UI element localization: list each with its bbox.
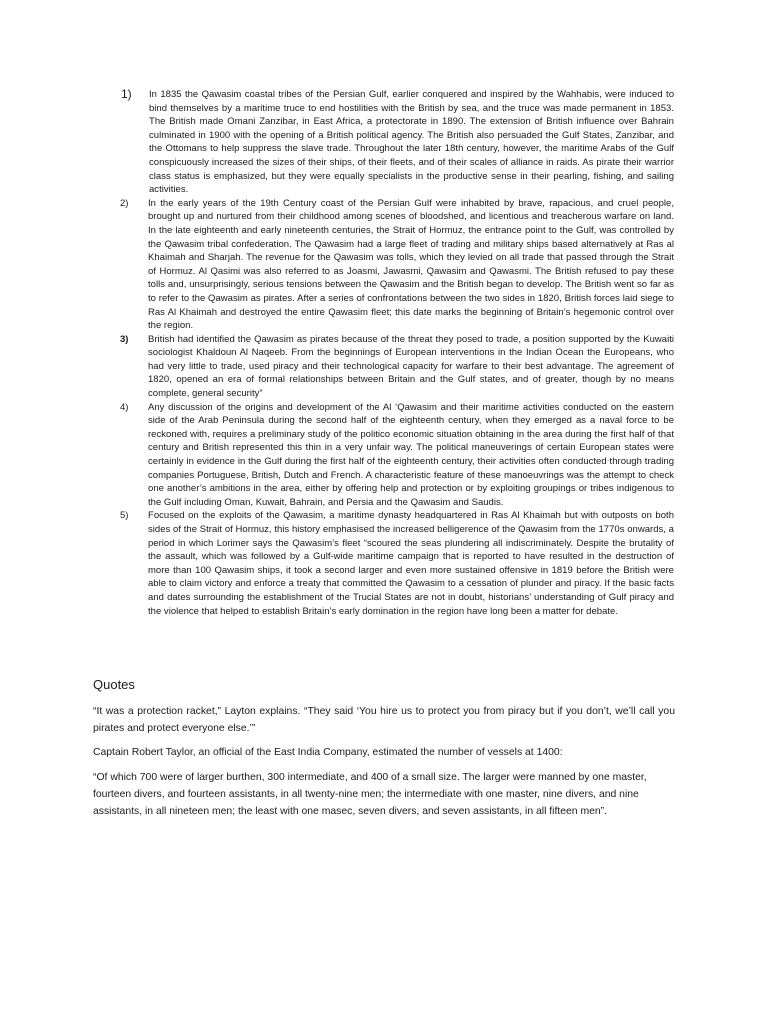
list-item-number: 2) [120,197,129,209]
list-item-1 [118,88,674,197]
list-item-text: In the early years of the 19th Century coast of the Persian Gulf were inhabited by brave, rapacious, and cruel people, brought up and nurtured from their childhood among scenes of bloodshed, and licentious and treacherous warfare on land. In the late eighteenth and early nineteenth centuries, the Strait of Hormuz, the entrance point to the Gulf, was controlled by the Qawasim tribal confederation. The Qawasim had a large fleet of trading and military ships based alternatively at Ras al Khaimah and Sharjah. The revenue for the Qawasim was tolls, which they levied on all trade that passed through the Strait of Hormuz. Al Qasimi was also referred to as Joasmi, Jawasmi, Qawasim and Qawasmi. The British refused to pay these tolls and, unsurprisingly, serious tensions between the Qawasim and the British began to develop. The British went so far as to refer to the Qawasim as pirates. After a series of confrontations between the two sides in 1820, British forces laid siege to Ras Al Khaimah and destroyed the entire Qawasim fleet; this date marks the beginning of Britain’s hegemonic control over the region. [148,197,674,332]
list-item-text: Focused on the exploits of the Qawasim, a maritime dynasty headquartered in Ras Al Khaimah but with outposts on both sides of the Strait of Hormuz, this history emphasised the increased belligerence of the Qawasim from the 1770s onwards, a period in which Lorimer says the Qawasim’s fleet “scoured the seas plundering all indiscriminately. Despite the brutality of the assault, which was followed by a Gulf-wide maritime campaign that is reported to have resulted in the destruction of more than 100 Qawasim ships, it took a second larger and even more sustained offensive in 1819 before the British were able to claim victory and enforce a treaty that committed the Qawasim to a cessation of plunder and piracy. If the basic facts and dates surrounding the establishment of the Trucial States are not in doubt, historians’ understanding of Gulf piracy and the violence that helped to establish Britain’s early domination in the region have long been a matter for debate. [148,510,674,617]
list-item-number: 5) [120,510,129,522]
list-item-number: 1) [121,87,132,101]
quote-paragraph: Captain Robert Taylor, an official of the East India Company, estimated the number of vessels at 1400: [93,747,563,758]
quotes-heading: Quotes [93,677,135,692]
list-item-text: Any discussion of the origins and development of the Al ‘Qawasim and their maritime activities conducted on the eastern side of the Arab Peninsula during the second half of the eighteenth century, when they emerged as a naval force to be reckoned with, requires a preliminary study of the politico economic situation obtaining in the area during the first half of that century and British represented this thin in a very unfair way. The political maneuverings of certain European states were certainly in evidence in the Gulf during the first half of the eighteenth century, their activities often conducted through trading companies Portuguese, British, Dutch and French. A characteristic feature of these manoeuvrings was the attempt to check one another’s ambitions in the area, either by offering help and protection or by exploiting groupings or tribes indigenous to the Gulf including Oman, Kuwait, Bahrain, and Persia and the Qawasim and Saudis. [148,401,674,508]
list-item-number: 3) [120,333,129,345]
list-item-2 [118,197,674,333]
list-item-4 [118,401,674,510]
list-item-number: 4) [120,401,129,413]
list-item-3 [118,333,674,401]
list-item-text: British had identified the Qawasim as pirates because of the threat they posed to trade, a position supported by the Kuwaiti sociologist Khaldoun Al Naqeeb. From the beginnings of European interventions in the Indian Ocean the Europeans, who had very little to trade, used piracy and their technological capacity for warfare to their best advantage. The agreement of 1820, opened an era of formal relationships between Britain and the Gulf states, and of greater, though by no means complete, general security” [148,333,674,400]
numbered-list [118,88,674,618]
list-item-5 [118,509,674,618]
quote-paragraph: “It was a protection racket,” Layton explains. “They said ‘You hire us to protect you from piracy but if you don’t, we’ll call you pirates and protect everyone else.’” [93,706,675,734]
list-item-text: In 1835 the Qawasim coastal tribes of the Persian Gulf, earlier conquered and inspired by the Wahhabis, were induced to bind themselves by a maritime truce to end hostilities with the British by sea, and the truce was made permanent in 1853. The British made Omani Zanzibar, in East Africa, a protectorate in 1890. The extension of British influence over Bahrain culminated in 1900 with the opening of a British political agency. The British also persuaded the Gulf States, Zanzibar, and the Ottomans to help suppress the slave trade. Throughout the later 18th century, however, the maritime Arabs of the Gulf conspicuously increased the sizes of their ships, of their fleets, and of their scales of alliance in raids. As pirate their warrior class status is emphasized, but they were equally specialists in the productive sense in their pearling, fishing, and sailing activities. [149,89,674,196]
quote-paragraph: “Of which 700 were of larger burthen, 300 intermediate, and 400 of a small size. The larger were manned by one master, fourteen divers, and fourteen assistants, in all twenty-nine men; the intermediate with one master, nine divers, and nine assistants, in all nineteen men; the least with one masec, seven divers, and seven assistants, in all fifteen men”. [93,772,647,817]
